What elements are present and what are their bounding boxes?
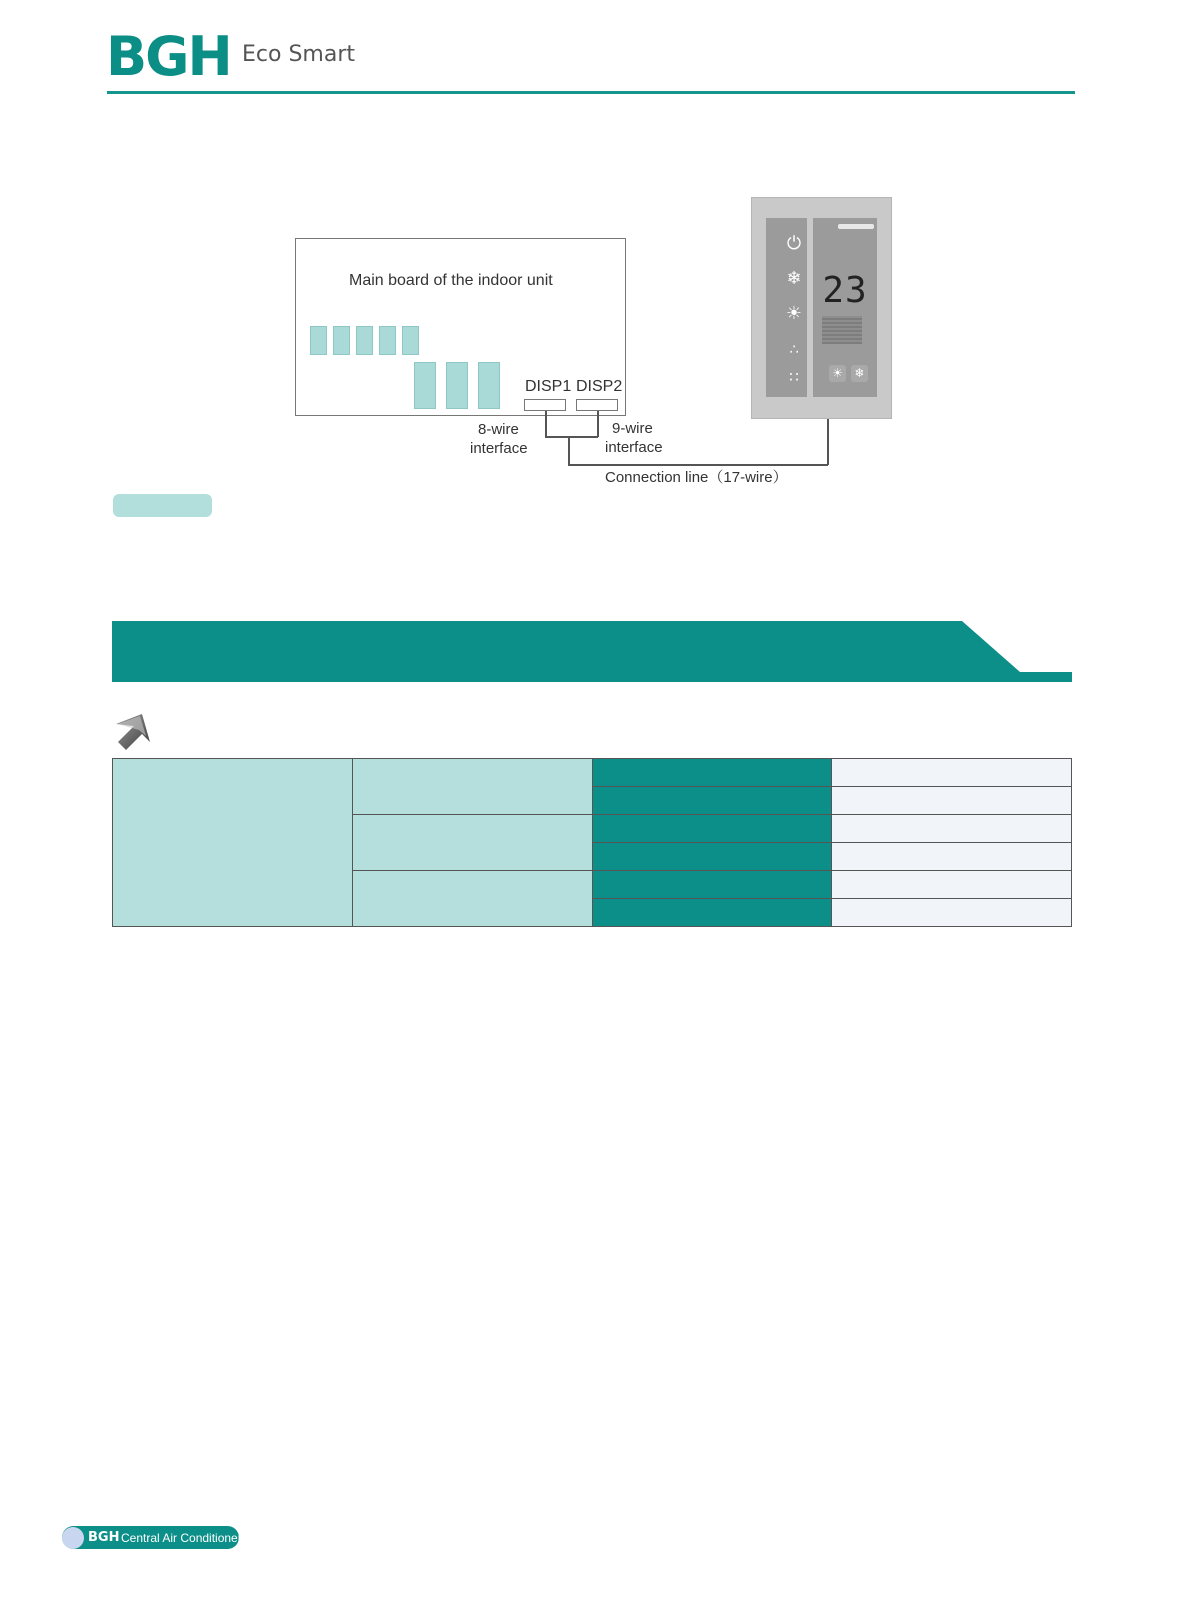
table-cell (592, 843, 832, 871)
table-cell (352, 815, 592, 871)
arrow-up-right-icon (112, 710, 154, 750)
controller-brand-mark (838, 224, 874, 229)
connection-line-label: Connection line（17-wire） (605, 469, 788, 486)
port-disp1-label: DISP1 (525, 378, 572, 395)
dry-icon: ∴ (789, 342, 799, 358)
wire9-label-line2: interface (605, 439, 663, 456)
brand-logo: BGH (106, 25, 231, 88)
table-cell (832, 843, 1072, 871)
board-chip (402, 326, 419, 355)
board-chip (379, 326, 396, 355)
connection-line (568, 464, 828, 466)
table-cell (352, 871, 592, 927)
wire-join (545, 436, 598, 438)
temperature-display: 23 (822, 270, 868, 311)
power-icon: ⏻ (786, 233, 802, 254)
board-title: Main board of the indoor unit (349, 272, 553, 289)
table-row (113, 759, 1072, 787)
heat-button-icon: ☀ (829, 365, 846, 382)
table-cell (832, 787, 1072, 815)
sun-icon: ☀ (785, 303, 803, 324)
wire-disp1-down (545, 411, 547, 437)
table-cell (832, 815, 1072, 843)
sub-brand-title: Eco Smart (242, 42, 355, 67)
note-tag (113, 494, 212, 517)
port-disp2-label: DISP2 (576, 378, 623, 395)
section-banner (112, 621, 1072, 682)
board-component (414, 362, 436, 409)
wire-disp2-down (597, 411, 599, 437)
footer-dot (62, 1527, 84, 1549)
spec-table (112, 758, 1072, 927)
table-cell (592, 787, 832, 815)
table-cell (113, 759, 353, 927)
wire8-label-line2: interface (470, 440, 528, 457)
controller-speaker-grid (822, 316, 862, 344)
board-component (446, 362, 468, 409)
table-cell (592, 759, 832, 787)
footer-tagline: Central Air Conditioners (121, 1531, 248, 1545)
cool-button-icon: ❄ (851, 365, 868, 382)
board-chip (310, 326, 327, 355)
header-divider (107, 91, 1075, 94)
board-chip (356, 326, 373, 355)
table-cell (592, 871, 832, 899)
wire-trunk-down (568, 436, 570, 465)
fan-grid-icon: ∷ (789, 368, 799, 386)
port-disp1 (524, 399, 566, 411)
board-chip (333, 326, 350, 355)
port-disp2 (576, 399, 618, 411)
wire8-label-line1: 8-wire (478, 421, 519, 438)
wire9-label-line1: 9-wire (612, 420, 653, 437)
table-cell (832, 871, 1072, 899)
table-cell (832, 899, 1072, 927)
footer-brand: BGH (88, 1530, 120, 1545)
table-cell (832, 759, 1072, 787)
table-cell (352, 759, 592, 815)
table-cell (592, 815, 832, 843)
snowflake-icon: ❄ (786, 268, 802, 289)
wire-controller-up (827, 419, 829, 465)
table-cell (592, 899, 832, 927)
board-component (478, 362, 500, 409)
